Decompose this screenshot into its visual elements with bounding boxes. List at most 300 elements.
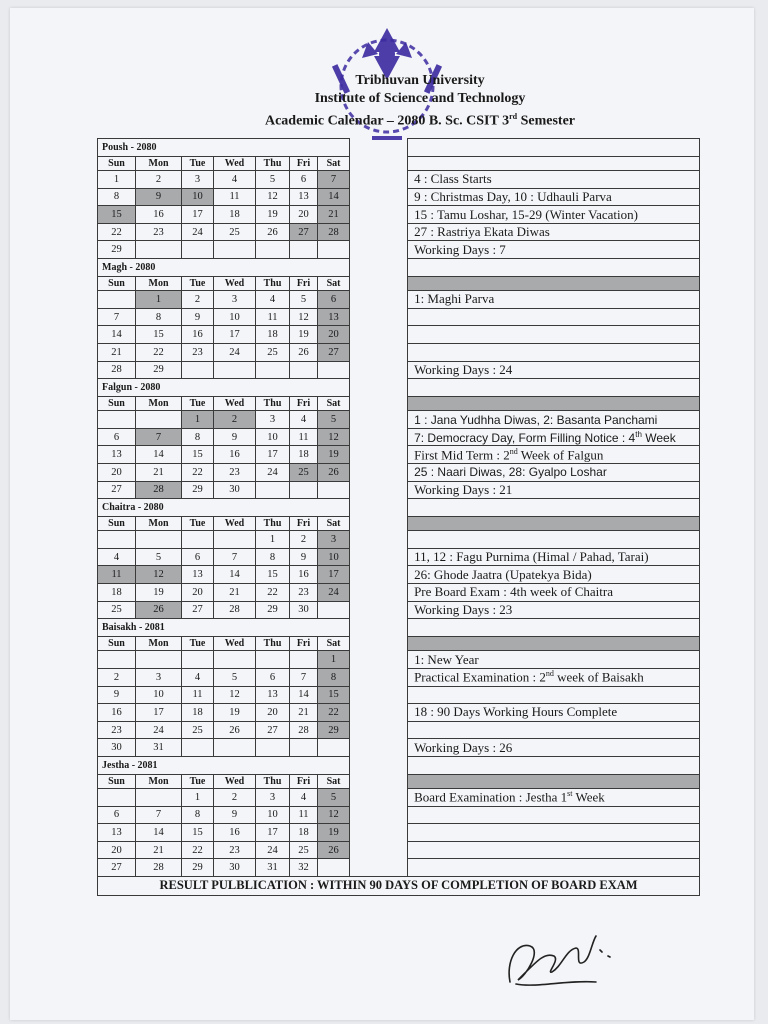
date-cell: 1 bbox=[182, 789, 214, 807]
date-cell: 16 bbox=[182, 326, 214, 344]
event-note: 4 : Class Starts bbox=[408, 171, 700, 189]
gap-cell bbox=[350, 686, 408, 704]
event-note: 18 : 90 Days Working Hours Complete bbox=[408, 704, 700, 722]
date-cell: 15 bbox=[182, 824, 214, 842]
event-note bbox=[408, 841, 700, 859]
date-cell: 26 bbox=[136, 601, 182, 619]
date-cell: 8 bbox=[136, 308, 182, 326]
gap-cell bbox=[350, 824, 408, 842]
date-cell: 21 bbox=[98, 343, 136, 361]
date-cell: 5 bbox=[214, 668, 256, 686]
date-cell: 23 bbox=[214, 464, 256, 482]
date-cell: 2 bbox=[290, 531, 318, 549]
date-cell: 3 bbox=[256, 789, 290, 807]
gap-cell bbox=[350, 308, 408, 326]
gap-cell bbox=[350, 259, 408, 277]
event-note bbox=[408, 686, 700, 704]
gap-cell bbox=[350, 428, 408, 446]
date-cell: 16 bbox=[290, 566, 318, 584]
date-cell: 32 bbox=[290, 859, 318, 877]
date-cell: 12 bbox=[318, 806, 350, 824]
note-cell bbox=[408, 619, 700, 637]
day-header: Fri bbox=[290, 774, 318, 789]
date-cell: 14 bbox=[290, 686, 318, 704]
day-header: Tue bbox=[182, 276, 214, 291]
date-cell: 4 bbox=[290, 789, 318, 807]
date-cell: 10 bbox=[182, 188, 214, 206]
date-cell: 16 bbox=[214, 446, 256, 464]
date-cell: 24 bbox=[182, 223, 214, 241]
gap-cell bbox=[350, 188, 408, 206]
date-cell: 14 bbox=[318, 188, 350, 206]
date-cell bbox=[214, 651, 256, 669]
date-cell bbox=[214, 531, 256, 549]
date-cell: 26 bbox=[290, 343, 318, 361]
date-cell: 8 bbox=[256, 548, 290, 566]
event-note bbox=[408, 824, 700, 842]
date-cell: 15 bbox=[318, 686, 350, 704]
gap-cell bbox=[350, 636, 408, 651]
date-cell: 4 bbox=[214, 171, 256, 189]
gap-cell bbox=[350, 531, 408, 549]
day-header: Fri bbox=[290, 516, 318, 531]
note-cell bbox=[408, 499, 700, 517]
date-cell bbox=[256, 361, 290, 379]
date-cell: 29 bbox=[182, 859, 214, 877]
gap-cell bbox=[350, 566, 408, 584]
gap-cell bbox=[350, 859, 408, 877]
event-note: Pre Board Exam : 4th week of Chaitra bbox=[408, 584, 700, 602]
date-cell bbox=[214, 241, 256, 259]
day-header: Wed bbox=[214, 396, 256, 411]
date-cell bbox=[318, 361, 350, 379]
day-header: Tue bbox=[182, 396, 214, 411]
gap-cell bbox=[350, 411, 408, 429]
day-header: Tue bbox=[182, 636, 214, 651]
date-cell: 22 bbox=[136, 343, 182, 361]
date-cell: 26 bbox=[214, 721, 256, 739]
date-cell: 28 bbox=[98, 361, 136, 379]
day-header: Thu bbox=[256, 636, 290, 651]
date-cell: 25 bbox=[214, 223, 256, 241]
date-cell: 3 bbox=[318, 531, 350, 549]
date-cell: 31 bbox=[256, 859, 290, 877]
date-cell: 29 bbox=[98, 241, 136, 259]
date-cell: 11 bbox=[98, 566, 136, 584]
date-cell: 22 bbox=[182, 841, 214, 859]
day-header: Wed bbox=[214, 774, 256, 789]
gap-cell bbox=[350, 516, 408, 531]
gap-cell bbox=[350, 668, 408, 686]
date-cell: 8 bbox=[182, 428, 214, 446]
date-cell: 3 bbox=[256, 411, 290, 429]
date-cell: 20 bbox=[318, 326, 350, 344]
date-cell bbox=[182, 361, 214, 379]
day-header: Sun bbox=[98, 396, 136, 411]
date-cell bbox=[136, 411, 182, 429]
document-heading bbox=[210, 72, 630, 131]
date-cell: 24 bbox=[256, 841, 290, 859]
event-note bbox=[408, 859, 700, 877]
gap-cell bbox=[350, 548, 408, 566]
date-cell: 1 bbox=[136, 291, 182, 309]
note-cell bbox=[408, 756, 700, 774]
day-header: Sat bbox=[318, 636, 350, 651]
date-cell: 2 bbox=[98, 668, 136, 686]
date-cell bbox=[98, 651, 136, 669]
date-cell: 20 bbox=[256, 704, 290, 722]
date-cell: 21 bbox=[214, 584, 256, 602]
date-cell: 25 bbox=[98, 601, 136, 619]
date-cell: 27 bbox=[98, 481, 136, 499]
date-cell: 1 bbox=[256, 531, 290, 549]
event-note: 1: New Year bbox=[408, 651, 700, 669]
date-cell: 7 bbox=[290, 668, 318, 686]
date-cell: 25 bbox=[182, 721, 214, 739]
date-cell: 19 bbox=[214, 704, 256, 722]
note-cell bbox=[408, 276, 700, 291]
date-cell: 13 bbox=[182, 566, 214, 584]
date-cell bbox=[256, 739, 290, 757]
date-cell: 17 bbox=[318, 566, 350, 584]
date-cell bbox=[290, 241, 318, 259]
date-cell bbox=[318, 859, 350, 877]
gap-cell bbox=[350, 499, 408, 517]
date-cell: 6 bbox=[182, 548, 214, 566]
date-cell: 3 bbox=[182, 171, 214, 189]
gap-cell bbox=[350, 739, 408, 757]
date-cell: 28 bbox=[318, 223, 350, 241]
date-cell: 4 bbox=[256, 291, 290, 309]
day-header: Mon bbox=[136, 774, 182, 789]
day-header: Fri bbox=[290, 636, 318, 651]
date-cell bbox=[136, 789, 182, 807]
date-cell: 27 bbox=[290, 223, 318, 241]
date-cell bbox=[136, 651, 182, 669]
gap-cell bbox=[350, 276, 408, 291]
date-cell: 22 bbox=[256, 584, 290, 602]
date-cell: 27 bbox=[98, 859, 136, 877]
day-header: Wed bbox=[214, 516, 256, 531]
day-header: Tue bbox=[182, 156, 214, 171]
date-cell: 11 bbox=[290, 428, 318, 446]
event-note: Working Days : 23 bbox=[408, 601, 700, 619]
date-cell: 28 bbox=[290, 721, 318, 739]
date-cell: 15 bbox=[98, 206, 136, 224]
event-note: Working Days : 7 bbox=[408, 241, 700, 259]
date-cell: 2 bbox=[214, 411, 256, 429]
day-header: Mon bbox=[136, 156, 182, 171]
date-cell: 5 bbox=[290, 291, 318, 309]
gap-cell bbox=[350, 291, 408, 309]
gap-cell bbox=[350, 481, 408, 499]
date-cell: 8 bbox=[182, 806, 214, 824]
date-cell: 22 bbox=[318, 704, 350, 722]
date-cell bbox=[318, 739, 350, 757]
day-header: Fri bbox=[290, 276, 318, 291]
date-cell: 6 bbox=[98, 806, 136, 824]
date-cell: 11 bbox=[182, 686, 214, 704]
date-cell: 13 bbox=[98, 446, 136, 464]
calendar-title: Academic Calendar – 2080 B. Sc. CSIT 3rd Semester bbox=[264, 112, 576, 129]
date-cell: 23 bbox=[136, 223, 182, 241]
date-cell: 17 bbox=[214, 326, 256, 344]
date-cell: 5 bbox=[256, 171, 290, 189]
day-header: Thu bbox=[256, 774, 290, 789]
date-cell bbox=[98, 531, 136, 549]
event-note: Board Examination : Jestha 1st Week bbox=[408, 789, 700, 807]
date-cell: 9 bbox=[214, 806, 256, 824]
event-note: Working Days : 26 bbox=[408, 739, 700, 757]
day-header: Wed bbox=[214, 276, 256, 291]
month-name: Magh - 2080 bbox=[98, 259, 350, 277]
day-header: Tue bbox=[182, 774, 214, 789]
event-note bbox=[408, 326, 700, 344]
date-cell: 18 bbox=[290, 824, 318, 842]
university-name: Tribhuvan University bbox=[355, 73, 485, 88]
date-cell: 6 bbox=[318, 291, 350, 309]
gap-cell bbox=[350, 139, 408, 157]
date-cell: 12 bbox=[318, 428, 350, 446]
date-cell bbox=[182, 651, 214, 669]
date-cell: 25 bbox=[290, 464, 318, 482]
date-cell: 9 bbox=[136, 188, 182, 206]
date-cell: 19 bbox=[136, 584, 182, 602]
result-publication-footer: RESULT PULBLICATION : WITHIN 90 DAYS OF COMPLETION OF BOARD EXAM bbox=[98, 876, 700, 895]
signature-icon bbox=[496, 922, 626, 1002]
event-note: 1 : Jana Yudhha Diwas, 2: Basanta Panchami bbox=[408, 411, 700, 429]
day-header: Sun bbox=[98, 156, 136, 171]
day-header: Sun bbox=[98, 636, 136, 651]
date-cell: 29 bbox=[318, 721, 350, 739]
event-note: 11, 12 : Fagu Purnima (Himal / Pahad, Tarai) bbox=[408, 548, 700, 566]
day-header: Wed bbox=[214, 156, 256, 171]
date-cell: 20 bbox=[290, 206, 318, 224]
day-header: Sat bbox=[318, 156, 350, 171]
note-cell bbox=[408, 156, 700, 171]
date-cell: 28 bbox=[214, 601, 256, 619]
event-note: 15 : Tamu Loshar, 15-29 (Winter Vacation) bbox=[408, 206, 700, 224]
date-cell: 16 bbox=[136, 206, 182, 224]
date-cell: 21 bbox=[318, 206, 350, 224]
date-cell: 10 bbox=[318, 548, 350, 566]
event-note: 1: Maghi Parva bbox=[408, 291, 700, 309]
date-cell: 1 bbox=[98, 171, 136, 189]
date-cell: 3 bbox=[136, 668, 182, 686]
date-cell: 14 bbox=[98, 326, 136, 344]
date-cell: 18 bbox=[182, 704, 214, 722]
gap-cell bbox=[350, 756, 408, 774]
date-cell: 9 bbox=[182, 308, 214, 326]
date-cell bbox=[182, 739, 214, 757]
date-cell: 30 bbox=[214, 481, 256, 499]
day-header: Sat bbox=[318, 276, 350, 291]
date-cell: 30 bbox=[98, 739, 136, 757]
date-cell: 11 bbox=[290, 806, 318, 824]
date-cell: 27 bbox=[318, 343, 350, 361]
date-cell: 7 bbox=[136, 806, 182, 824]
event-note: Practical Examination : 2nd week of Baisakh bbox=[408, 668, 700, 686]
date-cell: 2 bbox=[214, 789, 256, 807]
date-cell: 16 bbox=[98, 704, 136, 722]
date-cell: 23 bbox=[214, 841, 256, 859]
gap-cell bbox=[350, 361, 408, 379]
date-cell: 24 bbox=[318, 584, 350, 602]
date-cell bbox=[256, 241, 290, 259]
date-cell: 9 bbox=[290, 548, 318, 566]
date-cell: 8 bbox=[318, 668, 350, 686]
day-header: Thu bbox=[256, 276, 290, 291]
date-cell: 25 bbox=[290, 841, 318, 859]
month-name: Falgun - 2080 bbox=[98, 379, 350, 397]
event-note bbox=[408, 806, 700, 824]
date-cell: 17 bbox=[136, 704, 182, 722]
gap-cell bbox=[350, 343, 408, 361]
date-cell: 4 bbox=[98, 548, 136, 566]
date-cell: 17 bbox=[182, 206, 214, 224]
note-cell bbox=[408, 259, 700, 277]
day-header: Mon bbox=[136, 276, 182, 291]
month-name: Poush - 2080 bbox=[98, 139, 350, 157]
note-cell bbox=[408, 139, 700, 157]
date-cell: 19 bbox=[318, 446, 350, 464]
day-header: Mon bbox=[136, 396, 182, 411]
note-cell bbox=[408, 516, 700, 531]
day-header: Sun bbox=[98, 276, 136, 291]
date-cell: 7 bbox=[214, 548, 256, 566]
day-header: Sat bbox=[318, 396, 350, 411]
date-cell: 18 bbox=[256, 326, 290, 344]
date-cell: 19 bbox=[256, 206, 290, 224]
gap-cell bbox=[350, 584, 408, 602]
date-cell bbox=[290, 481, 318, 499]
date-cell bbox=[136, 241, 182, 259]
date-cell: 15 bbox=[136, 326, 182, 344]
day-header: Thu bbox=[256, 156, 290, 171]
date-cell: 20 bbox=[98, 464, 136, 482]
date-cell: 23 bbox=[98, 721, 136, 739]
event-note bbox=[408, 721, 700, 739]
note-cell bbox=[408, 636, 700, 651]
date-cell: 29 bbox=[136, 361, 182, 379]
date-cell: 27 bbox=[182, 601, 214, 619]
date-cell bbox=[290, 361, 318, 379]
date-cell: 28 bbox=[136, 481, 182, 499]
date-cell: 29 bbox=[182, 481, 214, 499]
date-cell: 6 bbox=[256, 668, 290, 686]
month-name: Jestha - 2081 bbox=[98, 756, 350, 774]
date-cell bbox=[214, 739, 256, 757]
event-note: Working Days : 24 bbox=[408, 361, 700, 379]
date-cell: 21 bbox=[290, 704, 318, 722]
date-cell bbox=[136, 531, 182, 549]
day-header: Fri bbox=[290, 156, 318, 171]
event-note: 26: Ghode Jaatra (Upatekya Bida) bbox=[408, 566, 700, 584]
day-header: Mon bbox=[136, 516, 182, 531]
note-cell bbox=[408, 379, 700, 397]
date-cell bbox=[290, 739, 318, 757]
day-header: Wed bbox=[214, 636, 256, 651]
date-cell: 26 bbox=[318, 464, 350, 482]
gap-cell bbox=[350, 223, 408, 241]
gap-cell bbox=[350, 446, 408, 464]
gap-cell bbox=[350, 651, 408, 669]
month-name: Baisakh - 2081 bbox=[98, 619, 350, 637]
date-cell: 5 bbox=[318, 411, 350, 429]
date-cell: 29 bbox=[256, 601, 290, 619]
gap-cell bbox=[350, 806, 408, 824]
date-cell: 18 bbox=[214, 206, 256, 224]
note-cell bbox=[408, 774, 700, 789]
date-cell: 15 bbox=[256, 566, 290, 584]
date-cell: 3 bbox=[214, 291, 256, 309]
date-cell: 18 bbox=[290, 446, 318, 464]
gap-cell bbox=[350, 396, 408, 411]
event-note: Working Days : 21 bbox=[408, 481, 700, 499]
gap-cell bbox=[350, 326, 408, 344]
date-cell: 10 bbox=[214, 308, 256, 326]
date-cell: 26 bbox=[256, 223, 290, 241]
date-cell: 4 bbox=[182, 668, 214, 686]
date-cell: 24 bbox=[256, 464, 290, 482]
day-header: Thu bbox=[256, 516, 290, 531]
date-cell: 13 bbox=[98, 824, 136, 842]
event-note: 25 : Naari Diwas, 28: Gyalpo Loshar bbox=[408, 464, 700, 482]
day-header: Fri bbox=[290, 396, 318, 411]
gap-cell bbox=[350, 841, 408, 859]
day-header: Mon bbox=[136, 636, 182, 651]
date-cell: 23 bbox=[182, 343, 214, 361]
date-cell bbox=[182, 531, 214, 549]
institute-name: Institute of Science and Technology bbox=[314, 91, 526, 106]
date-cell: 30 bbox=[214, 859, 256, 877]
date-cell: 17 bbox=[256, 824, 290, 842]
date-cell: 24 bbox=[136, 721, 182, 739]
date-cell: 6 bbox=[290, 171, 318, 189]
date-cell: 21 bbox=[136, 464, 182, 482]
date-cell bbox=[256, 651, 290, 669]
day-header: Sat bbox=[318, 516, 350, 531]
event-note: First Mid Term : 2nd Week of Falgun bbox=[408, 446, 700, 464]
gap-cell bbox=[350, 241, 408, 259]
date-cell bbox=[318, 601, 350, 619]
event-note: 7: Democracy Day, Form Filling Notice : 4th Week bbox=[408, 428, 700, 446]
date-cell: 25 bbox=[256, 343, 290, 361]
date-cell bbox=[318, 241, 350, 259]
date-cell: 7 bbox=[318, 171, 350, 189]
event-note bbox=[408, 531, 700, 549]
date-cell: 9 bbox=[98, 686, 136, 704]
event-note bbox=[408, 343, 700, 361]
gap-cell bbox=[350, 721, 408, 739]
day-header: Thu bbox=[256, 396, 290, 411]
date-cell: 20 bbox=[182, 584, 214, 602]
date-cell: 30 bbox=[290, 601, 318, 619]
date-cell: 22 bbox=[182, 464, 214, 482]
date-cell: 16 bbox=[214, 824, 256, 842]
date-cell bbox=[318, 481, 350, 499]
date-cell: 8 bbox=[98, 188, 136, 206]
date-cell: 14 bbox=[136, 446, 182, 464]
date-cell: 7 bbox=[98, 308, 136, 326]
gap-cell bbox=[350, 619, 408, 637]
gap-cell bbox=[350, 156, 408, 171]
date-cell bbox=[182, 241, 214, 259]
date-cell: 21 bbox=[136, 841, 182, 859]
date-cell: 12 bbox=[256, 188, 290, 206]
date-cell: 2 bbox=[182, 291, 214, 309]
date-cell: 22 bbox=[98, 223, 136, 241]
